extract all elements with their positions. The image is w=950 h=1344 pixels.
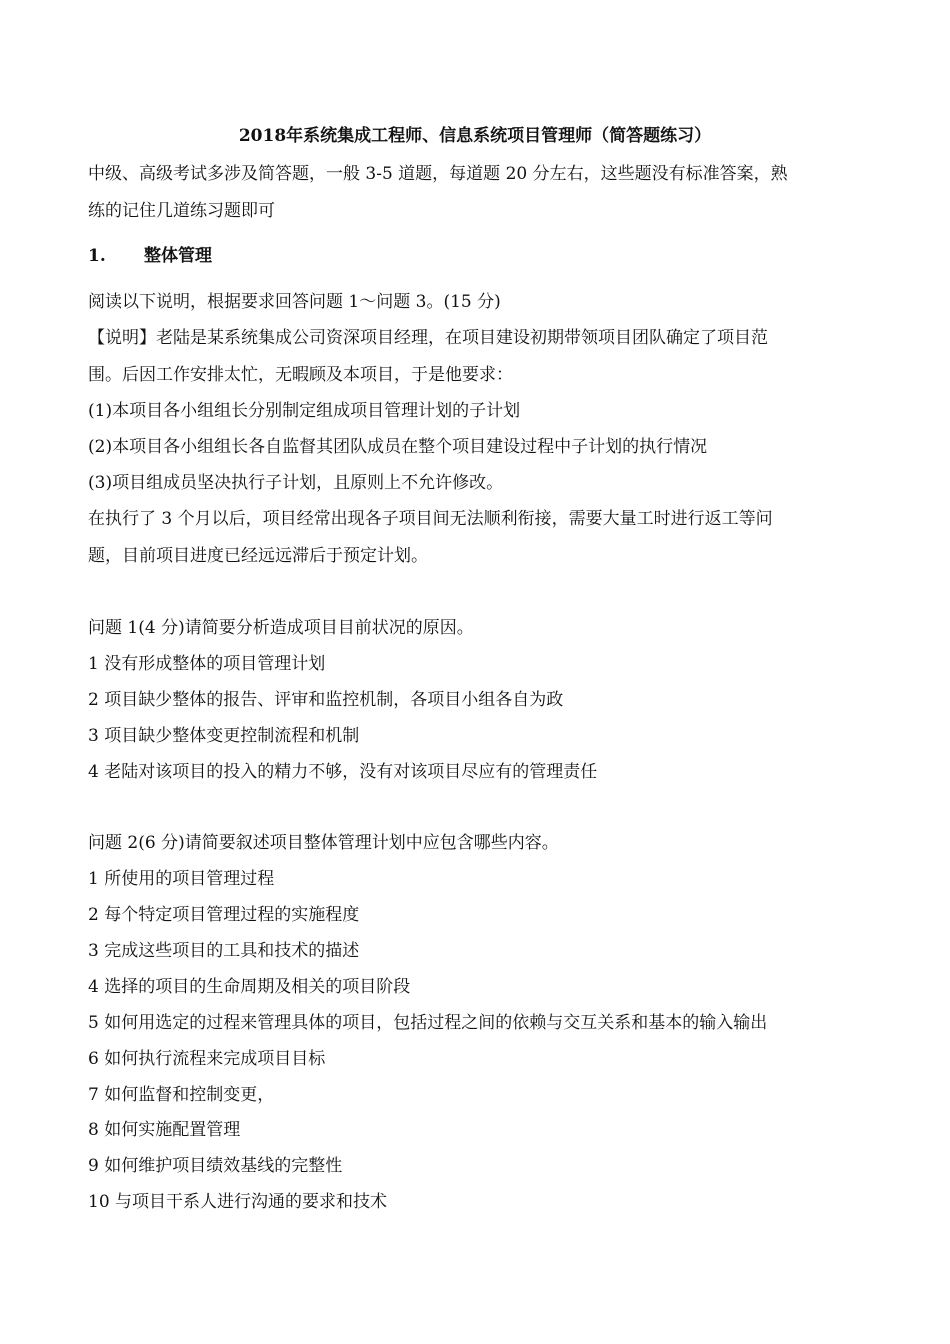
answer-item: 3 项目缺少整体变更控制流程和机制	[88, 726, 360, 746]
answer-item: 1 所使用的项目管理过程	[88, 869, 275, 889]
intro-line-2: 练的记住几道练习题即可	[88, 201, 275, 221]
section-title: 整体管理	[144, 246, 212, 266]
answer-item: 2 项目缺少整体的报告、评审和监控机制，各项目小组各自为政	[88, 690, 564, 710]
answer-item: 5 如何用选定的过程来管理具体的项目，包括过程之间的依赖与交互关系和基本的输入输出	[88, 1013, 768, 1033]
question-1-prompt: 问题 1(4 分)请简要分析造成项目目前状况的原因。	[88, 618, 474, 638]
document-title: 2018年系统集成工程师、信息系统项目管理师（简答题练习）	[238, 126, 712, 146]
section-number: 1.	[88, 246, 106, 266]
answer-item: 9 如何维护项目绩效基线的完整性	[88, 1156, 343, 1176]
answer-item: 6 如何执行流程来完成项目目标	[88, 1049, 326, 1069]
reading-line: 在执行了 3 个月以后，项目经常出现各子项目间无法顺利衔接，需要大量工时进行返工等问	[88, 509, 773, 529]
section-heading	[88, 245, 868, 267]
reading-line: (2)本项目各小组组长各自监督其团队成员在整个项目建设过程中子计划的执行情况	[88, 437, 708, 457]
answer-item: 3 完成这些项目的工具和技术的描述	[88, 941, 360, 961]
answer-item: 4 选择的项目的生命周期及相关的项目阶段	[88, 977, 411, 997]
answer-item: 8 如何实施配置管理	[88, 1120, 241, 1140]
question-2-prompt: 问题 2(6 分)请简要叙述项目整体管理计划中应包含哪些内容。	[88, 833, 559, 853]
reading-line: 阅读以下说明，根据要求回答问题 1～问题 3。(15 分)	[88, 292, 501, 312]
answer-item: 1 没有形成整体的项目管理计划	[88, 654, 326, 674]
answer-item: 7 如何监督和控制变更，	[88, 1085, 275, 1105]
reading-line: 【说明】老陆是某系统集成公司资深项目经理，在项目建设初期带领项目团队确定了项目范	[88, 328, 768, 348]
reading-line: 题，目前项目进度已经远远滞后于预定计划。	[88, 546, 428, 566]
reading-line: (3)项目组成员坚决执行子计划，且原则上不允许修改。	[88, 473, 504, 493]
answer-item: 2 每个特定项目管理过程的实施程度	[88, 905, 360, 925]
answer-item: 4 老陆对该项目的投入的精力不够，没有对该项目尽应有的管理责任	[88, 762, 598, 782]
answer-item: 10 与项目干系人进行沟通的要求和技术	[88, 1192, 388, 1212]
reading-line: 围。后因工作安排太忙，无暇顾及本项目，于是他要求：	[88, 365, 513, 385]
reading-line: (1)本项目各小组组长分别制定组成项目管理计划的子计划	[88, 401, 521, 421]
intro-line-1: 中级、高级考试多涉及简答题，一般 3-5 道题，每道题 20 分左右，这些题没有标准答案，熟	[88, 164, 788, 184]
